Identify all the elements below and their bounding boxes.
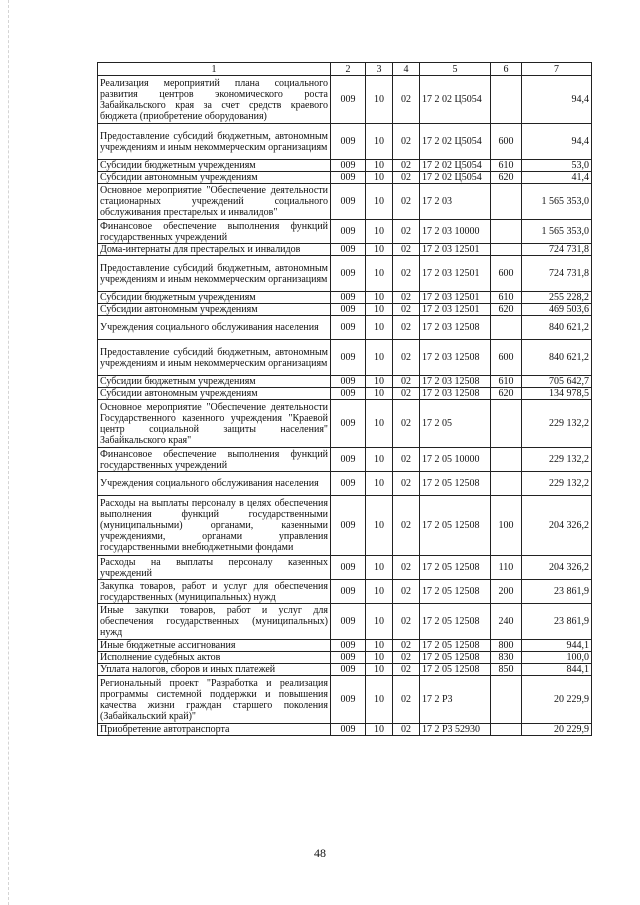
section-code: 10 [366,340,393,376]
ministry-code: 009 [331,220,366,244]
table-header-row [98,63,592,76]
row-name: Субсидии бюджетным учреждениям [98,376,331,388]
row-name: Финансовое обеспечение выполнения функций государственных учреждений [98,448,331,472]
expense-type-code [491,676,522,724]
table-row [98,448,592,472]
subsection-code: 02 [393,388,420,400]
expense-type-code: 610 [491,160,522,172]
target-article-code: 17 2 05 12508 [420,496,491,556]
target-article-code: 17 2 03 12508 [420,340,491,376]
amount: 204 326,2 [522,556,592,580]
column-header: 6 [491,63,522,76]
amount: 724 731,8 [522,244,592,256]
target-article-code: 17 2 05 12508 [420,472,491,496]
ministry-code: 009 [331,640,366,652]
expense-type-code [491,244,522,256]
target-article-code: 17 2 05 12508 [420,556,491,580]
subsection-code: 02 [393,376,420,388]
target-article-code: 17 2 03 12508 [420,376,491,388]
subsection-code: 02 [393,496,420,556]
target-article-code: 17 2 03 [420,184,491,220]
table-row [98,256,592,292]
expense-type-code: 600 [491,340,522,376]
table-row [98,724,592,736]
section-code: 10 [366,604,393,640]
row-name: Субсидии бюджетным учреждениям [98,292,331,304]
row-name: Иные бюджетные ассигнования [98,640,331,652]
section-code: 10 [366,160,393,172]
amount: 20 229,9 [522,724,592,736]
target-article-code: 17 2 03 12501 [420,244,491,256]
row-name: Предоставление субсидий бюджетным, автономным учреждениям и иным некоммерческим организациям [98,340,331,376]
column-header: 1 [98,63,331,76]
row-name: Субсидии автономным учреждениям [98,304,331,316]
section-code: 10 [366,316,393,340]
table-row [98,604,592,640]
amount: 469 503,6 [522,304,592,316]
amount: 20 229,9 [522,676,592,724]
ministry-code: 009 [331,664,366,676]
amount: 1 565 353,0 [522,220,592,244]
expense-type-code: 610 [491,376,522,388]
target-article-code: 17 2 05 12508 [420,580,491,604]
section-code: 10 [366,304,393,316]
subsection-code: 02 [393,304,420,316]
table-row [98,316,592,340]
section-code: 10 [366,124,393,160]
ministry-code: 009 [331,556,366,580]
section-code: 10 [366,652,393,664]
expense-type-code: 200 [491,580,522,604]
expense-type-code: 620 [491,172,522,184]
subsection-code: 02 [393,472,420,496]
expense-type-code [491,448,522,472]
ministry-code: 009 [331,316,366,340]
section-code: 10 [366,724,393,736]
row-name: Учреждения социального обслуживания населения [98,316,331,340]
section-code: 10 [366,640,393,652]
budget-table [97,62,592,736]
expense-type-code: 800 [491,640,522,652]
table-row [98,160,592,172]
section-code: 10 [366,244,393,256]
page-number: 48 [314,846,326,860]
amount: 229 132,2 [522,400,592,448]
target-article-code: 17 2 03 10000 [420,220,491,244]
target-article-code: 17 2 P3 52930 [420,724,491,736]
expense-type-code [491,400,522,448]
expense-type-code [491,184,522,220]
target-article-code: 17 2 02 Ц5054 [420,172,491,184]
section-code: 10 [366,400,393,448]
section-code: 10 [366,664,393,676]
subsection-code: 02 [393,448,420,472]
subsection-code: 02 [393,172,420,184]
row-name: Основное мероприятие "Обеспечение деятельности стационарных учреждений социального обслуживания престарелых и инвалидов" [98,184,331,220]
table-row [98,400,592,448]
expense-type-code: 110 [491,556,522,580]
column-header: 5 [420,63,491,76]
target-article-code: 17 2 02 Ц5054 [420,160,491,172]
expense-type-code: 850 [491,664,522,676]
target-article-code: 17 2 02 Ц5054 [420,76,491,124]
expense-type-code: 620 [491,304,522,316]
ministry-code: 009 [331,604,366,640]
target-article-code: 17 2 03 12508 [420,316,491,340]
subsection-code: 02 [393,664,420,676]
table-row [98,664,592,676]
ministry-code: 009 [331,448,366,472]
row-name: Субсидии автономным учреждениям [98,388,331,400]
ministry-code: 009 [331,580,366,604]
expense-type-code: 100 [491,496,522,556]
section-code: 10 [366,388,393,400]
row-name: Дома-интернаты для престарелых и инвалидов [98,244,331,256]
column-header: 3 [366,63,393,76]
subsection-code: 02 [393,640,420,652]
table-row [98,388,592,400]
row-name: Иные закупки товаров, работ и услуг для обеспечения государственных (муниципальных) нужд [98,604,331,640]
ministry-code: 009 [331,472,366,496]
subsection-code: 02 [393,184,420,220]
subsection-code: 02 [393,292,420,304]
section-code: 10 [366,220,393,244]
ministry-code: 009 [331,124,366,160]
amount: 1 565 353,0 [522,184,592,220]
table-row [98,220,592,244]
target-article-code: 17 2 03 12501 [420,304,491,316]
section-code: 10 [366,292,393,304]
section-code: 10 [366,496,393,556]
amount: 94,4 [522,76,592,124]
subsection-code: 02 [393,400,420,448]
section-code: 10 [366,172,393,184]
row-name: Основное мероприятие "Обеспечение деятельности Государственного казенного учреждения "Краевой центр социальной защиты населения" Забайкальского края" [98,400,331,448]
amount: 944,1 [522,640,592,652]
ministry-code: 009 [331,340,366,376]
subsection-code: 02 [393,316,420,340]
ministry-code: 009 [331,172,366,184]
table-row [98,652,592,664]
target-article-code: 17 2 05 12508 [420,604,491,640]
row-name: Предоставление субсидий бюджетным, автономным учреждениям и иным некоммерческим организациям [98,256,331,292]
row-name: Исполнение судебных актов [98,652,331,664]
section-code: 10 [366,556,393,580]
subsection-code: 02 [393,556,420,580]
amount: 705 642,7 [522,376,592,388]
ministry-code: 009 [331,292,366,304]
expense-type-code [491,472,522,496]
target-article-code: 17 2 P3 [420,676,491,724]
page-edge-line [8,0,9,905]
ministry-code: 009 [331,676,366,724]
ministry-code: 009 [331,652,366,664]
row-name: Реализация мероприятий плана социального развития центров экономического роста Забайкальского края за счет средств краевого бюджета (приобретение оборудования) [98,76,331,124]
ministry-code: 009 [331,184,366,220]
target-article-code: 17 2 05 10000 [420,448,491,472]
ministry-code: 009 [331,376,366,388]
section-code: 10 [366,184,393,220]
section-code: 10 [366,76,393,124]
table-row [98,244,592,256]
table-row [98,292,592,304]
amount: 23 861,9 [522,604,592,640]
subsection-code: 02 [393,604,420,640]
amount: 100,0 [522,652,592,664]
expense-type-code: 600 [491,124,522,160]
expense-type-code [491,220,522,244]
table-row [98,376,592,388]
subsection-code: 02 [393,580,420,604]
target-article-code: 17 2 03 12501 [420,292,491,304]
subsection-code: 02 [393,676,420,724]
ministry-code: 009 [331,160,366,172]
target-article-code: 17 2 03 12508 [420,388,491,400]
row-name: Учреждения социального обслуживания населения [98,472,331,496]
subsection-code: 02 [393,160,420,172]
subsection-code: 02 [393,724,420,736]
table-row [98,172,592,184]
subsection-code: 02 [393,652,420,664]
ministry-code: 009 [331,256,366,292]
table-row [98,640,592,652]
amount: 840 621,2 [522,316,592,340]
table-row [98,184,592,220]
section-code: 10 [366,580,393,604]
table-row [98,676,592,724]
ministry-code: 009 [331,724,366,736]
column-header: 4 [393,63,420,76]
expense-type-code: 830 [491,652,522,664]
amount: 134 978,5 [522,388,592,400]
target-article-code: 17 2 05 12508 [420,664,491,676]
table-row [98,496,592,556]
amount: 229 132,2 [522,448,592,472]
table-row [98,304,592,316]
subsection-code: 02 [393,124,420,160]
section-code: 10 [366,376,393,388]
amount: 840 621,2 [522,340,592,376]
section-code: 10 [366,472,393,496]
table-row [98,556,592,580]
row-name: Приобретение автотранспорта [98,724,331,736]
row-name: Региональный проект "Разработка и реализация программы системной поддержки и повышения качества жизни граждан старшего поколения (Забайкальский край)" [98,676,331,724]
ministry-code: 009 [331,496,366,556]
amount: 229 132,2 [522,472,592,496]
target-article-code: 17 2 03 12501 [420,256,491,292]
amount: 724 731,8 [522,256,592,292]
column-header: 7 [522,63,592,76]
amount: 53,0 [522,160,592,172]
table-row [98,472,592,496]
amount: 204 326,2 [522,496,592,556]
subsection-code: 02 [393,244,420,256]
target-article-code: 17 2 05 12508 [420,640,491,652]
expense-type-code: 600 [491,256,522,292]
row-name: Предоставление субсидий бюджетным, автономным учреждениям и иным некоммерческим организациям [98,124,331,160]
target-article-code: 17 2 05 12508 [420,652,491,664]
row-name: Субсидии автономным учреждениям [98,172,331,184]
amount: 94,4 [522,124,592,160]
target-article-code: 17 2 05 [420,400,491,448]
expense-type-code: 240 [491,604,522,640]
row-name: Закупка товаров, работ и услуг для обеспечения государственных (муниципальных) нужд [98,580,331,604]
expense-type-code: 620 [491,388,522,400]
subsection-code: 02 [393,340,420,376]
target-article-code: 17 2 02 Ц5054 [420,124,491,160]
row-name: Расходы на выплаты персоналу в целях обеспечения выполнения функций государственными (муниципальными) органами, казенными учреждениями, органами управления государственными внебюджетными фондами [98,496,331,556]
amount: 255 228,2 [522,292,592,304]
ministry-code: 009 [331,388,366,400]
row-name: Субсидии бюджетным учреждениям [98,160,331,172]
subsection-code: 02 [393,220,420,244]
expense-type-code [491,724,522,736]
table-row [98,580,592,604]
section-code: 10 [366,676,393,724]
expense-type-code [491,76,522,124]
ministry-code: 009 [331,244,366,256]
section-code: 10 [366,256,393,292]
amount: 23 861,9 [522,580,592,604]
ministry-code: 009 [331,76,366,124]
column-header: 2 [331,63,366,76]
table-row [98,340,592,376]
section-code: 10 [366,448,393,472]
table-row [98,76,592,124]
subsection-code: 02 [393,256,420,292]
expense-type-code [491,316,522,340]
amount: 41,4 [522,172,592,184]
subsection-code: 02 [393,76,420,124]
row-name: Расходы на выплаты персоналу казенных учреждений [98,556,331,580]
row-name: Финансовое обеспечение выполнения функций государственных учреждений [98,220,331,244]
amount: 844,1 [522,664,592,676]
ministry-code: 009 [331,304,366,316]
row-name: Уплата налогов, сборов и иных платежей [98,664,331,676]
expense-type-code: 610 [491,292,522,304]
table-row [98,124,592,160]
ministry-code: 009 [331,400,366,448]
